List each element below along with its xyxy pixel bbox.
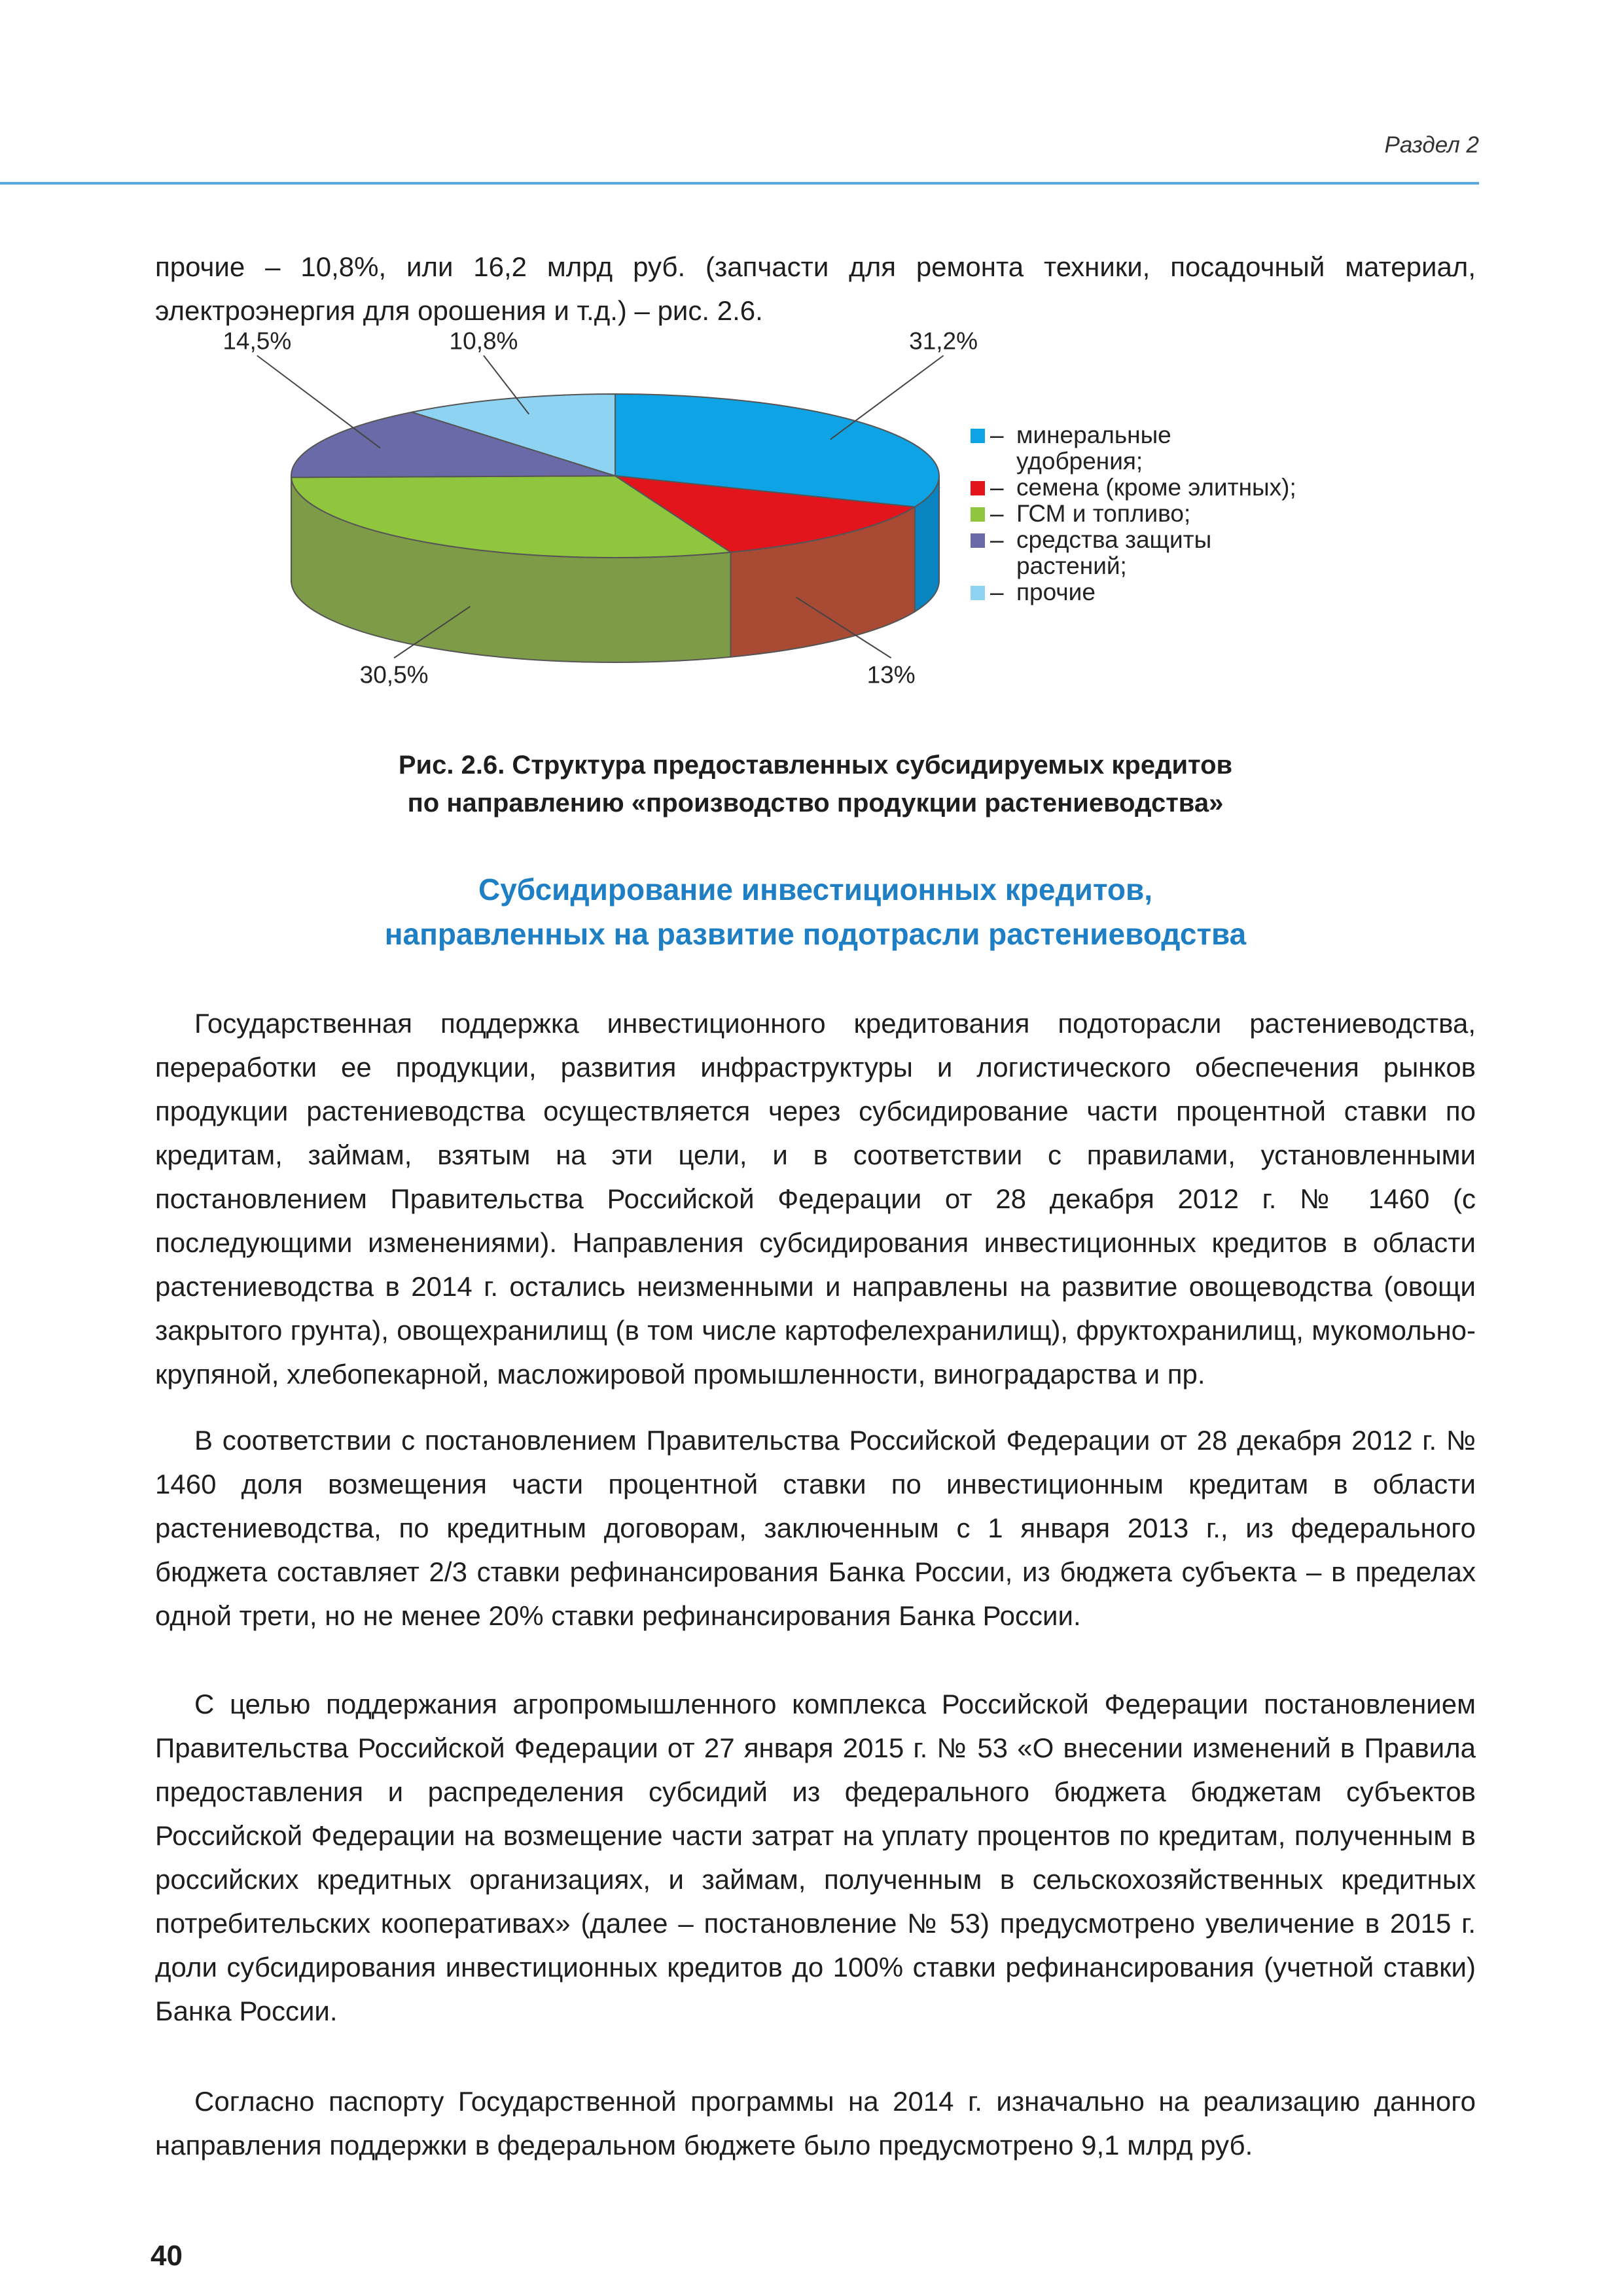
legend-item-5 bbox=[971, 579, 1376, 605]
body-paragraph-1: Государственная поддержка инвестиционного кредитования подоторасли растениеводства, переработки ее продукции, развития инфраструктуры и логистического обеспечения рынков продукции растениеводства осуществляется через субсидирование части процентной ставки по кредитам, займам, взятым на эти цели, и в соответствии с правилами, установленными постановлением Правительства Российской Федерации от 28 декабря 2012 г. № 1460 (с последующими изменениями). Направления субсидирования инвестиционных кредитов в области растениеводства в 2014 г. остались неизменными и направлены на развитие овощеводства (овощи закрытого грунта), овощехранилищ (в том числе картофелехранилищ), фруктохранилищ, мукомольно-крупяной, хлебопекарной, масложировой промышленности, виноградарства и пр. bbox=[155, 1008, 1476, 1390]
running-head: Раздел 2 bbox=[1384, 132, 1479, 158]
legend-dash-3: – bbox=[990, 500, 1004, 527]
legend-text-1-1: минеральные bbox=[1016, 422, 1171, 448]
legend-item-1 bbox=[971, 422, 1376, 475]
pie-label-3: 30,5% bbox=[359, 661, 429, 689]
page-number: 40 bbox=[151, 2240, 183, 2272]
legend-swatch-4 bbox=[971, 533, 985, 548]
pie-chart-svg bbox=[223, 327, 978, 707]
pie-label-1: 31,2% bbox=[909, 327, 978, 355]
header-rule bbox=[0, 182, 1479, 185]
pie-label-2: 13% bbox=[866, 661, 916, 689]
legend-dash-2: – bbox=[990, 474, 1004, 501]
section-title-line-2: направленных на развитие подотрасли растениеводства bbox=[384, 917, 1247, 951]
legend-dash-1: – bbox=[990, 422, 1004, 448]
legend-text-3-1: ГСМ и топливо; bbox=[1016, 500, 1191, 527]
body-paragraph-4: Согласно паспорту Государственной программы на 2014 г. изначально на реализацию данного направления поддержки в федеральном бюджете было предусмотрено 9,1 млрд руб. bbox=[155, 2086, 1476, 2161]
legend-dash-4: – bbox=[990, 526, 1004, 553]
legend-text-2-1: семена (кроме элитных); bbox=[1016, 474, 1296, 501]
body-paragraph-3: С целью поддержания агропромышленного комплекса Российской Федерации постановлением Правительства Российской Федерации от 27 января 2015 г. № 53 «О внесении изменений в Правила предоставления и распределения субсидий из федерального бюджета бюджетам субъектов Российской Федерации на возмещение части затрат на уплату процентов по кредитам, полученным в российских кредитных организациях, и займам, полученным в сельскохозяйственных кредитных потребительских кооперативах» (далее – постановление № 53) предусмотрено увеличение в 2015 г. доли субсидирования инвестиционных кредитов до 100% ставки рефинансирования (учетной ставки) Банка России. bbox=[155, 1689, 1476, 2026]
legend-text-4-1: средства защиты bbox=[1016, 526, 1212, 553]
pie-label-5: 10,8% bbox=[449, 327, 518, 355]
legend-item-4 bbox=[971, 527, 1376, 579]
legend-text-4-2: растений; bbox=[1016, 552, 1127, 579]
legend-item-3 bbox=[971, 501, 1376, 527]
pie-leader-1 bbox=[830, 355, 944, 439]
legend-dash-5: – bbox=[990, 579, 1004, 605]
body-paragraph-2: В соответствии с постановлением Правительства Российской Федерации от 28 декабря 2012 г. № 1460 доля возмещения части процентной ставки по инвестиционным кредитам в области растениеводства, по кредитным договорам, заключенным с 1 января 2013 г., из федерального бюджета составляет 2/3 ставки рефинансирования Банка России, из бюджета субъекта – в пределах одной трети, но не менее 20% ставки рефинансирования Банка России. bbox=[155, 1425, 1476, 1631]
pie-leader-4 bbox=[257, 355, 380, 448]
legend-swatch-2 bbox=[971, 481, 985, 495]
intro-paragraph: прочие – 10,8%, или 16,2 млрд руб. (запчасти для ремонта техники, посадочный материал, электроэнергия для орошения и т.д.) – рис. 2.6. bbox=[155, 251, 1476, 326]
figure-caption-line-2: по направлению «производство продукции растениеводства» bbox=[407, 789, 1224, 817]
figure-caption bbox=[155, 746, 1476, 822]
legend-text-1-2: удобрения; bbox=[1016, 448, 1143, 475]
figure-caption-line-1: Рис. 2.6. Структура предоставленных субсидируемых кредитов bbox=[398, 751, 1233, 780]
legend-item-2 bbox=[971, 475, 1376, 501]
section-title bbox=[155, 867, 1476, 956]
legend-swatch-3 bbox=[971, 507, 985, 522]
chart-legend bbox=[971, 422, 1376, 605]
pie-chart bbox=[223, 327, 1374, 707]
pie-label-4: 14,5% bbox=[223, 327, 292, 355]
section-title-line-1: Субсидирование инвестиционных кредитов, bbox=[478, 872, 1153, 906]
legend-swatch-5 bbox=[971, 586, 985, 600]
legend-swatch-1 bbox=[971, 429, 985, 443]
legend-text-5-1: прочие bbox=[1016, 579, 1096, 605]
